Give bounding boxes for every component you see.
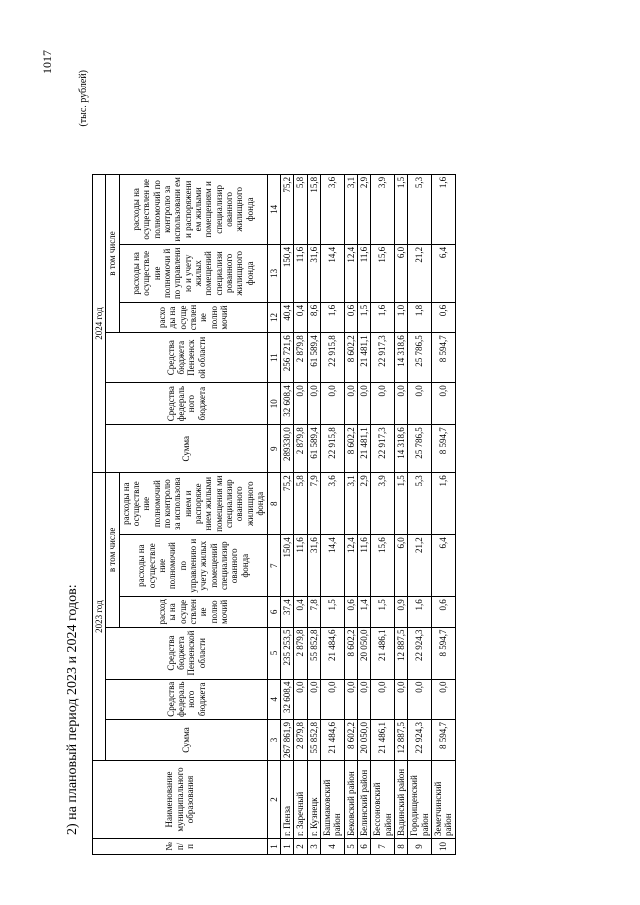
header-federal-2023: Средства федераль ного бюджета	[106, 679, 267, 719]
municipality-name: г. Пенза	[280, 761, 293, 839]
value-cell: 31,6	[307, 244, 320, 302]
header-federal-2024: Средства федераль ного бюджета	[106, 383, 267, 425]
value-cell: 0,0	[344, 383, 357, 425]
value-cell: 235 253,5	[280, 627, 293, 679]
value-cell: 11,6	[294, 535, 307, 597]
value-cell: 22 915,8	[320, 425, 344, 473]
column-number: 11	[267, 333, 280, 383]
value-cell: 1,6	[371, 302, 395, 332]
column-number: 12	[267, 302, 280, 332]
value-cell: 1,4	[357, 597, 370, 627]
header-exp-management-2023: расходы на осуществле ние полномочий по управлению и учету жилых помещений специализир ованного фонда	[119, 535, 267, 597]
value-cell: 22 924,3	[408, 627, 432, 679]
value-cell: 1,5	[371, 597, 395, 627]
value-cell: 2 879,8	[294, 333, 307, 383]
value-cell: 21 484,6	[320, 720, 344, 761]
value-cell: 1,0	[394, 302, 407, 332]
value-cell: 8 594,7	[431, 425, 455, 473]
value-cell: 1,5	[320, 597, 344, 627]
value-cell: 25 786,5	[408, 425, 432, 473]
value-cell: 0,0	[307, 679, 320, 719]
allocation-table	[92, 174, 456, 855]
value-cell: 12,4	[344, 535, 357, 597]
value-cell: 14,4	[320, 535, 344, 597]
column-number: 9	[267, 425, 280, 473]
value-cell: 21 481,1	[357, 333, 370, 383]
value-cell: 150,4	[280, 244, 293, 302]
value-cell: 3,1	[344, 473, 357, 535]
value-cell: 0,0	[408, 383, 432, 425]
value-cell: 55 852,8	[307, 627, 320, 679]
value-cell: 22 917,3	[371, 425, 395, 473]
value-cell: 5,3	[408, 473, 432, 535]
value-cell: 75,2	[280, 174, 293, 244]
value-cell: 8 594,7	[431, 333, 455, 383]
municipality-name: г. Заречный	[294, 761, 307, 839]
value-cell: 2 879,8	[294, 627, 307, 679]
column-number: 14	[267, 174, 280, 244]
value-cell: 0,0	[371, 679, 395, 719]
header-regional-2024: Средства бюджета Пензенск ой области	[106, 333, 267, 383]
value-cell: 0,6	[344, 302, 357, 332]
value-cell: 0,0	[357, 679, 370, 719]
value-cell: 1,6	[320, 302, 344, 332]
value-cell: 21,2	[408, 535, 432, 597]
value-cell: 7,8	[307, 597, 320, 627]
value-cell: 6,0	[394, 535, 407, 597]
value-cell: 22 924,3	[408, 720, 432, 761]
value-cell: 21,2	[408, 244, 432, 302]
row-number: 2	[294, 839, 307, 855]
value-cell: 8 602,2	[344, 425, 357, 473]
value-cell: 22 917,3	[371, 333, 395, 383]
value-cell: 55 852,8	[307, 720, 320, 761]
column-number: 10	[267, 383, 280, 425]
table-row	[394, 174, 407, 854]
value-cell: 3,6	[320, 473, 344, 535]
value-cell: 0,0	[344, 679, 357, 719]
value-cell: 1,6	[431, 174, 455, 244]
value-cell: 61 589,4	[307, 425, 320, 473]
column-number: 13	[267, 244, 280, 302]
row-number: 4	[320, 839, 344, 855]
value-cell: 21 484,6	[320, 627, 344, 679]
value-cell: 14,4	[320, 244, 344, 302]
header-exp-powers-2024: расхо ды на осуще ствлен ие полно мочий	[119, 302, 267, 332]
value-cell: 0,0	[294, 383, 307, 425]
value-cell: 3,1	[344, 174, 357, 244]
header-regional-2023: Средства бюджета Пензенской области	[106, 627, 267, 679]
column-number: 7	[267, 535, 280, 597]
unit-label: (тыс. рублей)	[78, 70, 89, 127]
value-cell: 289330,0	[280, 425, 293, 473]
value-cell: 15,6	[371, 535, 395, 597]
table-row	[408, 174, 432, 854]
municipality-name: Вадинский район	[394, 761, 407, 839]
table-row	[320, 174, 344, 854]
header-exp-control-2024: расходы на осуществлен ие полномочий по контролю за использовани ем и распоряжени ем жилыми помещениям и специализир ованного жилищного фонда	[119, 174, 267, 244]
header-including-2023: в том числе	[106, 473, 119, 627]
row-number: 8	[394, 839, 407, 855]
value-cell: 1,5	[357, 302, 370, 332]
value-cell: 5,8	[294, 473, 307, 535]
value-cell: 267 861,9	[280, 720, 293, 761]
value-cell: 8 602,2	[344, 627, 357, 679]
value-cell: 8 594,7	[431, 720, 455, 761]
municipality-name: Бессоновский район	[371, 761, 395, 839]
row-number: 10	[431, 839, 455, 855]
table-row	[371, 174, 395, 854]
header-including-2024: в том числе	[106, 174, 119, 332]
value-cell: 0,6	[431, 597, 455, 627]
value-cell: 61 589,4	[307, 333, 320, 383]
value-cell: 1,5	[394, 473, 407, 535]
value-cell: 8 602,2	[344, 720, 357, 761]
row-number: 9	[408, 839, 432, 855]
column-number: 2	[267, 761, 280, 839]
value-cell: 0,0	[357, 383, 370, 425]
value-cell: 2 879,8	[294, 425, 307, 473]
header-year-2024: 2024 год	[93, 174, 106, 472]
header-sum-2024: Сумма	[106, 425, 267, 473]
table-body	[280, 174, 455, 854]
table-row	[294, 174, 307, 854]
value-cell: 3,9	[371, 174, 395, 244]
table-row	[280, 174, 293, 854]
column-number: 1	[267, 839, 280, 855]
header-exp-control-2023: расходы на осуществле ние полномочий по контролю за использова нием и распоряже нием жилыми помещения ми специализир ованного жилищного фонда	[119, 473, 267, 535]
value-cell: 3,9	[371, 473, 395, 535]
value-cell: 0,0	[408, 679, 432, 719]
municipality-name: Земетчинский район	[431, 761, 455, 839]
row-number: 5	[344, 839, 357, 855]
value-cell: 14 318,6	[394, 425, 407, 473]
value-cell: 21 486,1	[371, 627, 395, 679]
municipality-name: Башмаковский район	[320, 761, 344, 839]
value-cell: 25 786,5	[408, 333, 432, 383]
value-cell: 6,0	[394, 244, 407, 302]
value-cell: 0,4	[294, 597, 307, 627]
table-row	[357, 174, 370, 854]
rotated-page-content	[60, 65, 565, 855]
row-number: 6	[357, 839, 370, 855]
value-cell: 0,0	[294, 679, 307, 719]
value-cell: 8,6	[307, 302, 320, 332]
value-cell: 11,6	[357, 535, 370, 597]
value-cell: 15,6	[371, 244, 395, 302]
value-cell: 11,6	[357, 244, 370, 302]
value-cell: 20 050,0	[357, 720, 370, 761]
value-cell: 150,4	[280, 535, 293, 597]
value-cell: 12,4	[344, 244, 357, 302]
column-number: 6	[267, 597, 280, 627]
column-number: 3	[267, 720, 280, 761]
row-number: 7	[371, 839, 395, 855]
column-number: 4	[267, 679, 280, 719]
value-cell: 22 915,8	[320, 333, 344, 383]
value-cell: 0,0	[431, 383, 455, 425]
municipality-name: Городищенский район	[408, 761, 432, 839]
value-cell: 31,6	[307, 535, 320, 597]
value-cell: 0,0	[307, 383, 320, 425]
value-cell: 1,6	[408, 597, 432, 627]
table-row	[344, 174, 357, 854]
column-number-row	[267, 174, 280, 854]
value-cell: 8 602,2	[344, 333, 357, 383]
row-number: 3	[307, 839, 320, 855]
value-cell: 20 050,0	[357, 627, 370, 679]
table-row	[431, 174, 455, 854]
value-cell: 32 608,4	[280, 383, 293, 425]
municipality-name: г. Кузнецк	[307, 761, 320, 839]
value-cell: 11,6	[294, 244, 307, 302]
value-cell: 0,6	[344, 597, 357, 627]
value-cell: 2,9	[357, 473, 370, 535]
table-heading: 2) на плановый период 2023 и 2024 годов:	[65, 584, 80, 835]
value-cell: 1,8	[408, 302, 432, 332]
value-cell: 5,3	[408, 174, 432, 244]
value-cell: 1,6	[431, 473, 455, 535]
header-exp-powers-2023: расход ы на осуще ствлен ие полно мочий	[119, 597, 267, 627]
value-cell: 7,9	[307, 473, 320, 535]
value-cell: 14 318,6	[394, 333, 407, 383]
value-cell: 3,6	[320, 174, 344, 244]
value-cell: 12 887,5	[394, 720, 407, 761]
table-row	[307, 174, 320, 854]
header-exp-management-2024: расходы на осуществле ние полномочи й по управлени ю и учету жилых помещений специализи рованного жилищного фонда	[119, 244, 267, 302]
value-cell: 1,5	[394, 174, 407, 244]
row-number: 1	[280, 839, 293, 855]
value-cell: 0,0	[431, 679, 455, 719]
value-cell: 2 879,8	[294, 720, 307, 761]
value-cell: 37,4	[280, 597, 293, 627]
value-cell: 21 486,1	[371, 720, 395, 761]
value-cell: 0,6	[431, 302, 455, 332]
value-cell: 75,2	[280, 473, 293, 535]
value-cell: 15,8	[307, 174, 320, 244]
value-cell: 12 887,5	[394, 627, 407, 679]
value-cell: 0,4	[294, 302, 307, 332]
header-no: № п/п	[93, 839, 268, 855]
value-cell: 0,9	[394, 597, 407, 627]
page-number: 1017	[40, 50, 54, 74]
header-municipality: Наименование муниципального образования	[93, 761, 268, 839]
value-cell: 0,0	[371, 383, 395, 425]
value-cell: 0,0	[320, 383, 344, 425]
column-number: 5	[267, 627, 280, 679]
value-cell: 256 721,6	[280, 333, 293, 383]
value-cell: 40,4	[280, 302, 293, 332]
value-cell: 8 594,7	[431, 627, 455, 679]
header-sum-2023: Сумма	[106, 720, 267, 761]
value-cell: 0,0	[320, 679, 344, 719]
column-number: 8	[267, 473, 280, 535]
value-cell: 5,8	[294, 174, 307, 244]
value-cell: 21 481,1	[357, 425, 370, 473]
value-cell: 6,4	[431, 244, 455, 302]
value-cell: 32 608,4	[280, 679, 293, 719]
header-year-2023: 2023 год	[93, 473, 106, 761]
municipality-name: Бековский район	[344, 761, 357, 839]
municipality-name: Белинский район	[357, 761, 370, 839]
value-cell: 2,9	[357, 174, 370, 244]
value-cell: 0,0	[394, 383, 407, 425]
value-cell: 0,0	[394, 679, 407, 719]
value-cell: 6,4	[431, 535, 455, 597]
